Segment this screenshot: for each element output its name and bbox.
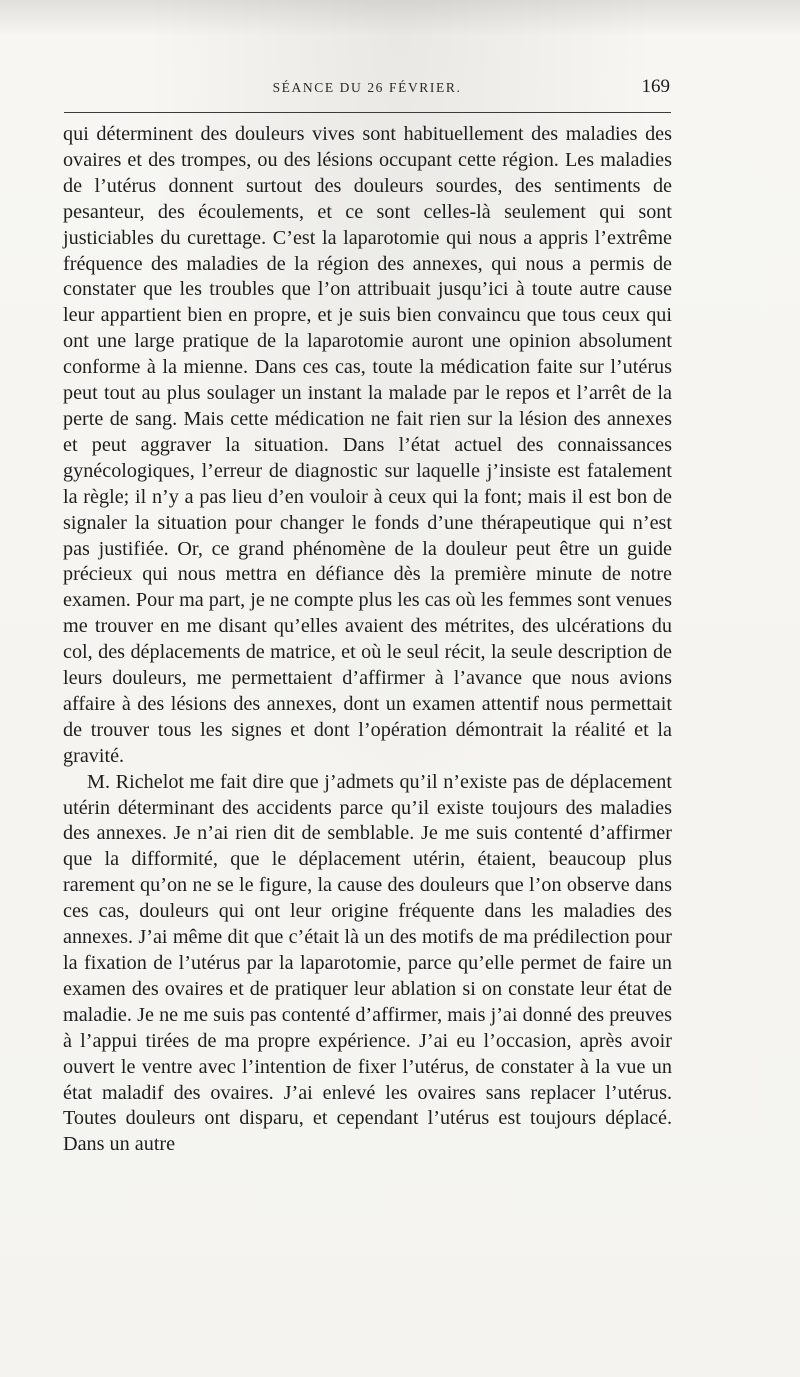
paragraph-2: M. Richelot me fait dire que j’admets qu’il n’existe pas de déplacement utérin déterminant des accidents parce qu’il existe toujours des maladies des annexes. Je n’ai rien dit de semblable. Je me suis contenté d’affirmer que la difformité, que le déplacement utérin, étaient, beaucoup plus rarement qu’on ne se le figure, la cause des douleurs que l’on observe dans ces cas, douleurs qui ont leur origine fréquente dans les maladies des annexes. J’ai même dit que c’était là un des motifs de ma prédilection pour la fixation de l’utérus par la laparotomie, parce qu’elle permet de faire un examen des ovaires et de pratiquer leur ablation si on constate leur état de maladie. Je ne me suis pas contenté d’affirmer, mais j’ai donné des preuves à l’appui tirées de ma propre expérience. J’ai eu l’occasion, après avoir ouvert le ventre avec l’intention de fixer l’utérus, de constater à la vue un état maladif des ovaires. J’ai enlevé les ovaires sans replacer l’utérus. Toutes douleurs ont disparu, et cependant l’utérus est toujours déplacé. Dans un autre (63, 770, 672, 1156)
page-number: 169 (641, 76, 670, 97)
paragraph-1: qui déterminent des douleurs vives sont habituellement des maladies des ovaires et des trompes, ou des lésions occupant cette région. Les maladies de l’utérus donnent surtout des douleurs sourdes, des sentiments de pesanteur, des écoulements, et ce sont celles-là seulement qui sont justiciables du curettage. C’est la laparotomie qui nous a appris l’extrême fréquence des maladies de la région des annexes, qui nous a permis de constater que les troubles que l’on attribuait jusqu’ici à toute autre cause leur appartient bien en propre, et je suis bien convaincu que tous ceux qui ont une large pratique de la laparotomie auront une opinion absolument conforme à la mienne. Dans ces cas, toute la médication faite sur l’utérus peut tout au plus soulager un instant la malade par le repos et l’arrêt de la perte de sang. Mais cette médication ne fait rien sur la lésion des annexes et peut aggraver la situation. Dans l’état actuel des connaissances gynécologiques, l’erreur de diagnostic sur laquelle j’insiste est fatalement la règle; il n’y a pas lieu d’en vouloir à ceux qui la font; mais il est bon de signaler la situation pour changer le fonds d’une thérapeutique qui n’est pas justifiée. Or, ce grand phénomène de la douleur peut être un guide précieux qui nous mettra en défiance dès la première minute de notre examen. Pour ma part, je ne compte plus les cas où les femmes sont venues me trouver en me disant qu’elles avaient des métrites, des ulcérations du col, des déplacements de matrice, et où le seul récit, la seule description de leurs douleurs, me permettaient d’affirmer à l’avance que nous avions affaire à des lésions des annexes, dont un examen attentif nous permettait de trouver tous les signes et dont l’opération démontrait la réalité et la gravité. (63, 123, 672, 767)
page-top-shadow (0, 0, 800, 36)
running-title: SÉANCE DU 26 FÉVRIER. (272, 80, 462, 95)
running-header (62, 76, 672, 104)
body-text (63, 122, 672, 1158)
header-rule (64, 112, 671, 113)
